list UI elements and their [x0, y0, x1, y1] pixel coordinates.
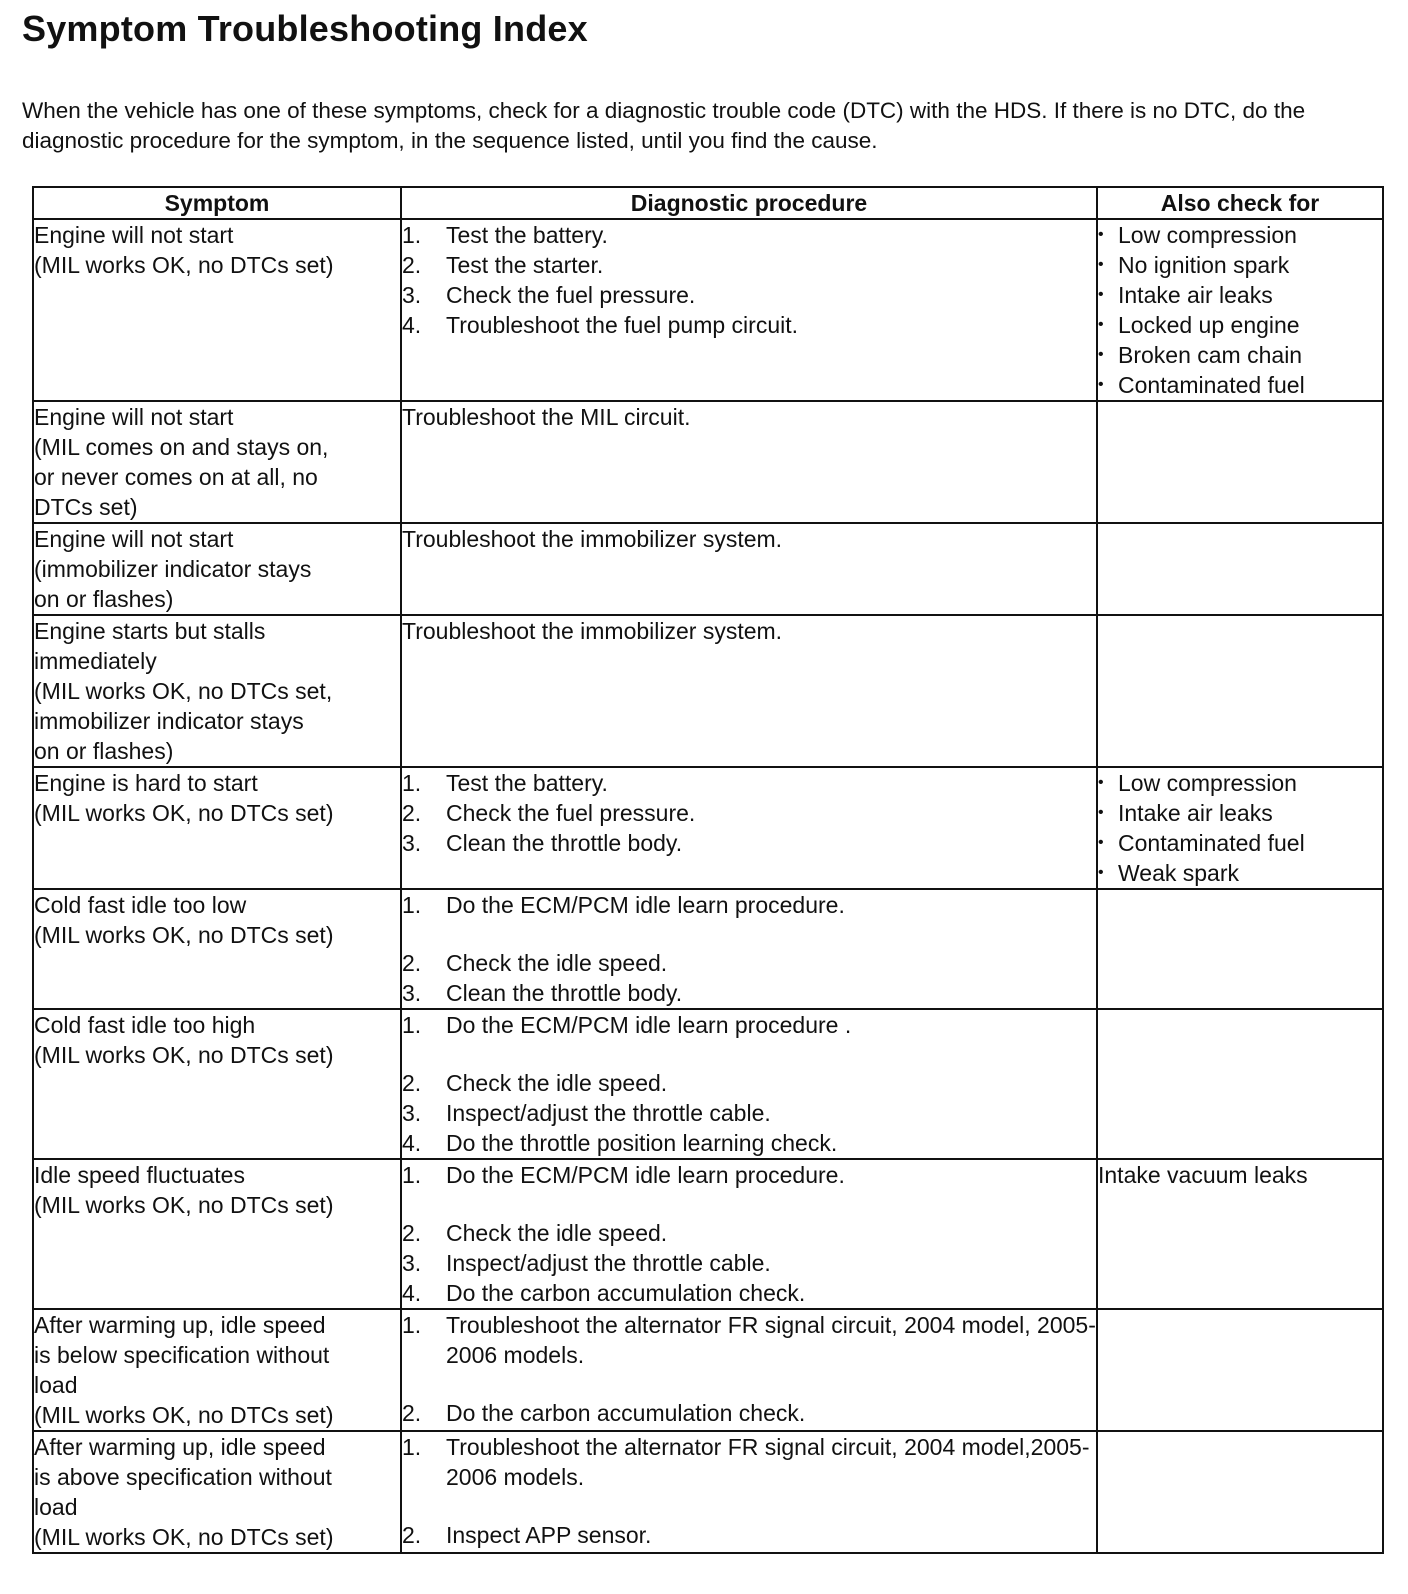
table-row: [33, 523, 1383, 615]
step-text: Do the ECM/PCM idle learn procedure.: [446, 892, 845, 918]
procedure-step: [402, 948, 1096, 978]
symptom-line: is above specification without: [34, 1464, 332, 1490]
procedure-step: [402, 828, 1096, 858]
procedure-step: [402, 1128, 1096, 1158]
also-check-text: Intake air leaks: [1118, 282, 1273, 308]
step-number: 1.: [402, 770, 422, 796]
step-text: Check the fuel pressure.: [446, 282, 696, 308]
table-row: [33, 767, 1383, 889]
procedure-step: [402, 250, 1096, 280]
step-number: 4.: [402, 1130, 422, 1156]
table-header-row: [33, 187, 1383, 219]
step-text: Check the idle speed.: [446, 1070, 668, 1096]
procedure-step: [402, 1432, 1096, 1492]
also-check-item: [1098, 280, 1382, 310]
symptom-line: (MIL works OK, no DTCs set): [34, 1402, 334, 1428]
symptom-line: After warming up, idle speed: [34, 1312, 326, 1338]
procedure-cell: [401, 1431, 1097, 1553]
symptom-line: (MIL works OK, no DTCs set,: [34, 678, 333, 704]
also-check-cell: [1097, 1431, 1383, 1553]
step-number: 4.: [402, 1280, 422, 1306]
also-check-item: [1098, 768, 1382, 798]
step-text: Clean the throttle body.: [446, 980, 683, 1006]
header-symptom: Symptom: [33, 187, 401, 219]
symptom-cell: [33, 1159, 401, 1309]
also-check-cell: [1097, 219, 1383, 401]
also-check-cell: [1097, 1159, 1383, 1309]
also-check-cell: [1097, 889, 1383, 1009]
also-check-item: [1098, 340, 1382, 370]
procedure-cell: [401, 767, 1097, 889]
also-check-text: Weak spark: [1118, 860, 1240, 886]
table-row: [33, 889, 1383, 1009]
bullet-icon: •: [1098, 774, 1104, 791]
step-number: 3.: [402, 282, 422, 308]
procedure-text: Troubleshoot the immobilizer system.: [402, 618, 783, 644]
also-check-cell: [1097, 401, 1383, 523]
symptom-line: (MIL works OK, no DTCs set): [34, 1192, 334, 1218]
procedure-cell: [401, 523, 1097, 615]
step-text: Check the idle speed.: [446, 950, 668, 976]
table-row: [33, 1159, 1383, 1309]
table-row: [33, 401, 1383, 523]
also-check-cell: [1097, 767, 1383, 889]
also-check-text: Contaminated fuel: [1118, 372, 1305, 398]
symptom-line: (MIL works OK, no DTCs set): [34, 800, 334, 826]
procedure-step: [402, 768, 1096, 798]
symptom-line: on or flashes): [34, 586, 174, 612]
table-row: [33, 219, 1383, 401]
step-text: Do the ECM/PCM idle learn procedure .: [446, 1012, 852, 1038]
symptom-line: Engine will not start: [34, 526, 234, 552]
procedure-cell: [401, 1159, 1097, 1309]
symptom-line: Engine starts but stalls: [34, 618, 266, 644]
step-number: 2.: [402, 1522, 422, 1548]
procedure-cell: [401, 1009, 1097, 1159]
step-text: Troubleshoot the alternator FR signal circuit, 2004 model, 2005-2006 models.: [446, 1312, 1096, 1368]
bullet-icon: •: [1098, 834, 1104, 851]
symptom-line: (MIL comes on and stays on,: [34, 434, 329, 460]
also-check-text: Low compression: [1118, 770, 1297, 796]
procedure-cell: [401, 615, 1097, 767]
procedure-step: [402, 280, 1096, 310]
procedure-cell: [401, 401, 1097, 523]
also-check-text: Intake air leaks: [1118, 800, 1273, 826]
step-text: Do the carbon accumulation check.: [446, 1400, 806, 1426]
procedure-steps: [402, 1432, 1096, 1550]
procedure-step: [402, 890, 1096, 920]
procedure-steps: [402, 220, 1096, 340]
symptom-line: Idle speed fluctuates: [34, 1162, 245, 1188]
bullet-icon: •: [1098, 346, 1104, 363]
symptom-line: is below specification without: [34, 1342, 330, 1368]
procedure-step: [402, 1248, 1096, 1278]
table-row: [33, 1009, 1383, 1159]
procedure-text: Troubleshoot the MIL circuit.: [402, 404, 691, 430]
symptom-line: DTCs set): [34, 494, 138, 520]
table-row: [33, 615, 1383, 767]
step-text: Do the ECM/PCM idle learn procedure.: [446, 1162, 845, 1188]
symptom-table: [32, 186, 1384, 1554]
procedure-step: [402, 1520, 1096, 1550]
step-number: 1.: [402, 1312, 422, 1338]
also-check-cell: [1097, 1309, 1383, 1431]
symptom-cell: [33, 401, 401, 523]
symptom-cell: [33, 889, 401, 1009]
procedure-step: [402, 1160, 1096, 1190]
symptom-line: or never comes on at all, no: [34, 464, 318, 490]
procedure-cell: [401, 889, 1097, 1009]
bullet-icon: •: [1098, 256, 1104, 273]
also-check-text: Low compression: [1118, 222, 1297, 248]
procedure-steps: [402, 1160, 1096, 1308]
also-check-text: Intake vacuum leaks: [1098, 1162, 1308, 1188]
step-text: Test the starter.: [446, 252, 604, 278]
header-also-check: Also check for: [1097, 187, 1383, 219]
procedure-step: [402, 978, 1096, 1008]
bullet-icon: •: [1098, 376, 1104, 393]
procedure-cell: [401, 219, 1097, 401]
procedure-text: Troubleshoot the immobilizer system.: [402, 526, 783, 552]
procedure-step: [402, 220, 1096, 250]
step-text: Test the battery.: [446, 770, 608, 796]
also-check-item: [1098, 310, 1382, 340]
procedure-step: [402, 798, 1096, 828]
step-number: 4.: [402, 312, 422, 338]
symptom-line: Engine will not start: [34, 222, 234, 248]
symptom-line: load: [34, 1494, 78, 1520]
symptom-line: immediately: [34, 648, 157, 674]
step-text: Do the throttle position learning check.: [446, 1130, 838, 1156]
symptom-cell: [33, 219, 401, 401]
step-number: 2.: [402, 1070, 422, 1096]
step-number: 1.: [402, 1012, 422, 1038]
symptom-line: immobilizer indicator stays: [34, 708, 304, 734]
also-check-text: Locked up engine: [1118, 312, 1300, 338]
intro-paragraph: When the vehicle has one of these symptoms, check for a diagnostic trouble code (DTC) with the HDS. If there is no DTC, do the diagnostic procedure for the symptom, in the sequence listed, until you find the cause.: [22, 98, 1306, 153]
also-check-item: [1098, 220, 1382, 250]
procedure-step: [402, 1310, 1096, 1370]
symptom-line: (MIL works OK, no DTCs set): [34, 252, 334, 278]
also-check-list: [1098, 768, 1382, 888]
symptom-line: (MIL works OK, no DTCs set): [34, 922, 334, 948]
bullet-icon: •: [1098, 226, 1104, 243]
step-text: Troubleshoot the fuel pump circuit.: [446, 312, 798, 338]
page-title: Symptom Troubleshooting Index: [22, 8, 588, 49]
step-number: 1.: [402, 1434, 422, 1460]
procedure-step: [402, 310, 1096, 340]
step-number: 3.: [402, 980, 422, 1006]
step-number: 2.: [402, 1220, 422, 1246]
step-number: 2.: [402, 950, 422, 976]
procedure-step: [402, 1010, 1096, 1040]
step-number: 3.: [402, 1250, 422, 1276]
bullet-icon: •: [1098, 864, 1104, 881]
also-check-item: [1098, 798, 1382, 828]
step-number: 2.: [402, 800, 422, 826]
symptom-line: Engine will not start: [34, 404, 234, 430]
step-text: Check the fuel pressure.: [446, 800, 696, 826]
step-number: 3.: [402, 1100, 422, 1126]
step-text: Clean the throttle body.: [446, 830, 683, 856]
symptom-cell: [33, 523, 401, 615]
symptom-line: Cold fast idle too low: [34, 892, 247, 918]
step-number: 1.: [402, 222, 422, 248]
symptom-line: on or flashes): [34, 738, 174, 764]
step-text: Check the idle speed.: [446, 1220, 668, 1246]
procedure-steps: [402, 1010, 1096, 1158]
also-check-item: [1098, 858, 1382, 888]
step-text: Inspect APP sensor.: [446, 1522, 652, 1548]
symptom-line: Cold fast idle too high: [34, 1012, 256, 1038]
also-check-cell: [1097, 1009, 1383, 1159]
header-procedure: Diagnostic procedure: [401, 187, 1097, 219]
step-number: 2.: [402, 252, 422, 278]
symptom-line: (immobilizer indicator stays: [34, 556, 312, 582]
also-check-list: [1098, 220, 1382, 400]
procedure-step: [402, 1398, 1096, 1428]
also-check-text: Contaminated fuel: [1118, 830, 1305, 856]
step-number: 1.: [402, 1162, 422, 1188]
symptom-cell: [33, 615, 401, 767]
step-text: Test the battery.: [446, 222, 608, 248]
also-check-item: [1098, 370, 1382, 400]
procedure-steps: [402, 1310, 1096, 1428]
also-check-cell: [1097, 523, 1383, 615]
step-text: Inspect/adjust the throttle cable.: [446, 1250, 771, 1276]
step-text: Do the carbon accumulation check.: [446, 1280, 806, 1306]
also-check-item: [1098, 828, 1382, 858]
table-row: [33, 1431, 1383, 1553]
step-number: 2.: [402, 1400, 422, 1426]
step-text: Troubleshoot the alternator FR signal circuit, 2004 model,2005-2006 models.: [446, 1434, 1090, 1490]
symptom-line: After warming up, idle speed: [34, 1434, 326, 1460]
also-check-cell: [1097, 615, 1383, 767]
table-row: [33, 1309, 1383, 1431]
bullet-icon: •: [1098, 316, 1104, 333]
procedure-steps: [402, 890, 1096, 1008]
procedure-step: [402, 1218, 1096, 1248]
step-text: Inspect/adjust the throttle cable.: [446, 1100, 771, 1126]
symptom-line: Engine is hard to start: [34, 770, 258, 796]
symptom-cell: [33, 767, 401, 889]
also-check-item: [1098, 250, 1382, 280]
procedure-step: [402, 1278, 1096, 1308]
also-check-text: Broken cam chain: [1118, 342, 1303, 368]
bullet-icon: •: [1098, 286, 1104, 303]
symptom-line: (MIL works OK, no DTCs set): [34, 1042, 334, 1068]
step-number: 3.: [402, 830, 422, 856]
procedure-step: [402, 1068, 1096, 1098]
symptom-line: load: [34, 1372, 78, 1398]
symptom-line: (MIL works OK, no DTCs set): [34, 1524, 334, 1550]
symptom-cell: [33, 1431, 401, 1553]
symptom-cell: [33, 1009, 401, 1159]
procedure-step: [402, 1098, 1096, 1128]
procedure-steps: [402, 768, 1096, 858]
procedure-cell: [401, 1309, 1097, 1431]
also-check-text: No ignition spark: [1118, 252, 1290, 278]
symptom-cell: [33, 1309, 401, 1431]
step-number: 1.: [402, 892, 422, 918]
bullet-icon: •: [1098, 804, 1104, 821]
